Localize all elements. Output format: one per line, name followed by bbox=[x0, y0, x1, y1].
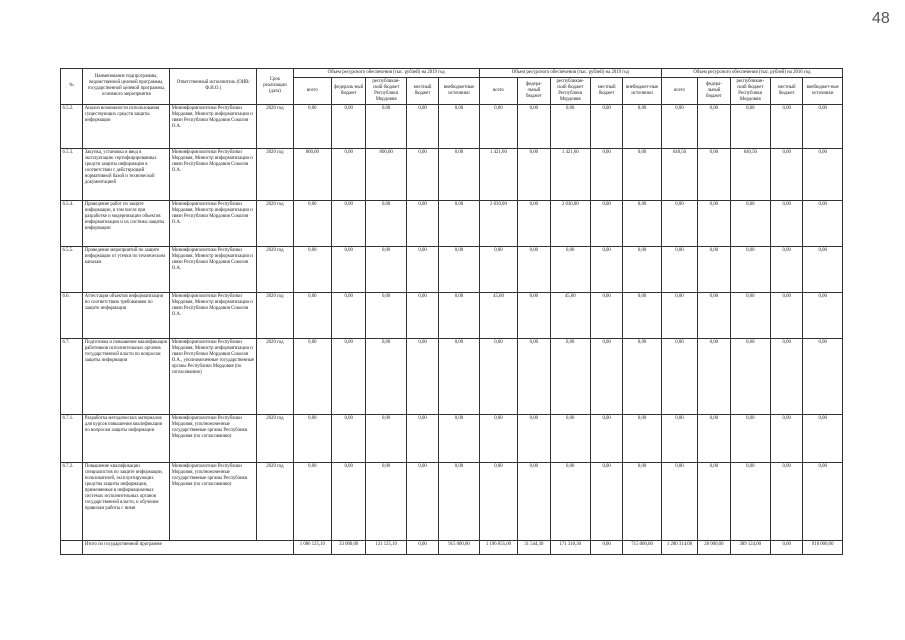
row-value: 0,00 bbox=[439, 148, 480, 200]
row-value: 0,00 bbox=[661, 338, 697, 414]
row-executor: Мининформполитики Республики Мордовия, Министр информатизации и связи Республики Мордовия Соколов О.А. bbox=[170, 148, 257, 200]
row-number: 6.7.1. bbox=[61, 414, 83, 462]
row-value: 0,00 bbox=[518, 462, 550, 540]
row-value: 0,00 bbox=[590, 200, 622, 246]
row-value: 0,00 bbox=[406, 148, 438, 200]
row-value: 0,00 bbox=[698, 200, 730, 246]
total-value: 31 544,30 bbox=[518, 540, 550, 554]
table-row bbox=[61, 292, 843, 338]
total-value: 915 000,00 bbox=[439, 540, 480, 554]
row-value: 0,00 bbox=[771, 292, 803, 338]
row-value: 0,00 bbox=[518, 104, 550, 148]
row-term: 2020 год bbox=[257, 200, 293, 246]
row-executor: Мининформполитики Республики Мордовия, Министр информатизации и связи Республики Мордовия Соколов О.А. bbox=[170, 104, 257, 148]
row-value: 0,00 bbox=[550, 338, 590, 414]
row-value: 0,00 bbox=[661, 414, 697, 462]
row-value: 0,00 bbox=[439, 462, 480, 540]
row-value: 0,00 bbox=[803, 200, 843, 246]
total-value: 1 196 855,00 bbox=[479, 540, 517, 554]
row-value: 0,00 bbox=[518, 200, 550, 246]
row-executor: Мининформполитики Республики Мордовия, уполномоченные государственные органы Республики Мордовия (по согласованию) bbox=[170, 414, 257, 462]
row-value: 0,00 bbox=[803, 338, 843, 414]
row-value: 0,00 bbox=[623, 414, 661, 462]
row-value: 0,00 bbox=[698, 148, 730, 200]
row-name: Анализ возможности использования существующих средств защиты информации bbox=[83, 104, 170, 148]
subheader: федера-льный бюджет bbox=[518, 77, 550, 104]
row-value: 0,00 bbox=[332, 292, 366, 338]
row-term: 2020 год bbox=[257, 148, 293, 200]
row-value: 0,00 bbox=[332, 104, 366, 148]
row-value: 0,00 bbox=[439, 104, 480, 148]
row-value: 0,00 bbox=[332, 148, 366, 200]
row-value: 0,00 bbox=[406, 292, 438, 338]
row-value: 0,00 bbox=[803, 104, 843, 148]
row-value: 0,00 bbox=[406, 338, 438, 414]
table-row bbox=[61, 104, 843, 148]
header-group-2019: Объем ресурсного обеспечения (тыс. рублей) на 2019 год bbox=[293, 69, 479, 78]
row-number: 6.7. bbox=[61, 338, 83, 414]
row-term: 2020 год bbox=[257, 104, 293, 148]
row-number: 6.5.5. bbox=[61, 246, 83, 292]
row-value: 45,00 bbox=[550, 292, 590, 338]
subheader: внебюджет-ные источники bbox=[803, 77, 843, 104]
row-value: 0,00 bbox=[771, 246, 803, 292]
row-value: 0,00 bbox=[332, 414, 366, 462]
row-value: 0,00 bbox=[550, 462, 590, 540]
row-value: 0,00 bbox=[406, 414, 438, 462]
row-value: 0,00 bbox=[590, 414, 622, 462]
row-value: 0,00 bbox=[518, 292, 550, 338]
resource-table bbox=[60, 68, 843, 555]
row-name: Подготовка и повышение квалификации работников исполнительных органов государственной власти по вопросам защиты информации bbox=[83, 338, 170, 414]
row-value: 0,00 bbox=[479, 414, 517, 462]
table-row bbox=[61, 462, 843, 540]
total-value: 1 280 314,00 bbox=[661, 540, 697, 554]
row-value: 800,00 bbox=[293, 148, 331, 200]
subheader: всего bbox=[293, 77, 331, 104]
row-value: 0,00 bbox=[661, 246, 697, 292]
row-value: 0,00 bbox=[623, 104, 661, 148]
row-value: 2 030,00 bbox=[479, 200, 517, 246]
row-number: 6.6. bbox=[61, 292, 83, 338]
row-value: 0,00 bbox=[293, 338, 331, 414]
row-value: 0,00 bbox=[803, 292, 843, 338]
row-value: 45,00 bbox=[479, 292, 517, 338]
row-executor: Мининформполитики Республики Мордовия, уполномоченные государственные органы Республики Мордовия (по согласованию) bbox=[170, 462, 257, 540]
subheader: республикан-ский бюджет Республики Мордовия bbox=[366, 77, 406, 104]
row-value: 0,00 bbox=[366, 104, 406, 148]
row-value: 0,00 bbox=[771, 148, 803, 200]
row-value: 0,00 bbox=[590, 104, 622, 148]
total-value: 0,00 bbox=[590, 540, 622, 554]
row-value: 0,00 bbox=[623, 200, 661, 246]
header-group-2021: Объем ресурсного обеспечения (тыс. рублей) на 2016 год bbox=[661, 69, 842, 78]
row-value: 0,00 bbox=[771, 338, 803, 414]
row-value: 0,00 bbox=[771, 414, 803, 462]
row-value: 0,00 bbox=[550, 104, 590, 148]
row-value: 0,00 bbox=[439, 338, 480, 414]
row-value: 0,00 bbox=[590, 246, 622, 292]
subheader: местный бюджет bbox=[590, 77, 622, 104]
header-name: Наименование подпрограммы, ведомственной целевой программы, государственной целевой программы, основного мероприятия bbox=[83, 69, 170, 105]
subheader: всего bbox=[661, 77, 697, 104]
row-value: 0,00 bbox=[293, 246, 331, 292]
row-value: 0,00 bbox=[623, 338, 661, 414]
subheader: федера-льный бюджет bbox=[698, 77, 730, 104]
row-value: 0,00 bbox=[406, 462, 438, 540]
row-term: 2020 год bbox=[257, 246, 293, 292]
row-value: 0,00 bbox=[623, 462, 661, 540]
row-value: 0,00 bbox=[366, 292, 406, 338]
row-value: 800,00 bbox=[366, 148, 406, 200]
row-term: 2020 год bbox=[257, 338, 293, 414]
row-value: 0,00 bbox=[406, 200, 438, 246]
row-value: 0,00 bbox=[698, 104, 730, 148]
row-value: 0,00 bbox=[550, 246, 590, 292]
subheader: всего bbox=[479, 77, 517, 104]
row-value: 0,00 bbox=[479, 338, 517, 414]
row-value: 0,00 bbox=[698, 462, 730, 540]
total-value: 28 000,00 bbox=[698, 540, 730, 554]
row-value: 0,00 bbox=[293, 200, 331, 246]
row-value: 0,00 bbox=[406, 104, 438, 148]
row-value: 0,00 bbox=[590, 292, 622, 338]
row-executor: Мининформполитики Республики Мордовия, Министр информатизации и связи Республики Мордовия Соколов О.А. bbox=[170, 292, 257, 338]
row-value: 0,00 bbox=[730, 414, 770, 462]
row-name: Разработка методических материалов для курсов повышения квалификации по вопросам защиты информации bbox=[83, 414, 170, 462]
total-value: 910 000,00 bbox=[803, 540, 843, 554]
row-value: 0,00 bbox=[803, 414, 843, 462]
row-value: 0,00 bbox=[406, 246, 438, 292]
total-value: 715 000,00 bbox=[623, 540, 661, 554]
total-value: 131 125,10 bbox=[366, 540, 406, 554]
row-value: 0,00 bbox=[293, 292, 331, 338]
row-value: 0,00 bbox=[518, 338, 550, 414]
table-row bbox=[61, 246, 843, 292]
row-value: 0,00 bbox=[366, 338, 406, 414]
row-value: 0,00 bbox=[661, 292, 697, 338]
row-name: Аттестация объектов информатизации по соответствию требованиям по защите информации bbox=[83, 292, 170, 338]
table-row bbox=[61, 338, 843, 414]
row-value: 0,00 bbox=[730, 104, 770, 148]
row-value: 0,00 bbox=[366, 200, 406, 246]
header-term: Срок реализации (дата) bbox=[257, 69, 293, 105]
row-name: Повышение квалификации специалистов по защите информации, пользователей, эксплуатирующих средства защиты информации, применяемые в информационных системах исполнительных органов государственной власти, и обучение правилам работы с ними bbox=[83, 462, 170, 540]
subheader: внебюджетные источники bbox=[439, 77, 480, 104]
subheader: местный бюджет bbox=[406, 77, 438, 104]
row-value: 0,00 bbox=[661, 462, 697, 540]
row-value: 0,00 bbox=[661, 200, 697, 246]
row-value: 0,00 bbox=[730, 246, 770, 292]
row-value: 0,00 bbox=[771, 104, 803, 148]
row-value: 0,00 bbox=[293, 104, 331, 148]
row-value: 0,00 bbox=[332, 338, 366, 414]
row-number: 6.5.3. bbox=[61, 148, 83, 200]
page-number: 48 bbox=[872, 10, 890, 27]
row-value: 0,00 bbox=[803, 148, 843, 200]
row-value: 0,00 bbox=[771, 462, 803, 540]
header-number: № bbox=[61, 69, 83, 105]
row-value: 0,00 bbox=[518, 414, 550, 462]
row-value: 0,00 bbox=[518, 148, 550, 200]
subheader: республикан-ский бюджет Республики Мордовия bbox=[550, 77, 590, 104]
row-value: 0,00 bbox=[730, 462, 770, 540]
row-value: 1 421,60 bbox=[479, 148, 517, 200]
row-name: Проведение мероприятий по защите информации от утечки по техническим каналам bbox=[83, 246, 170, 292]
row-value: 0,00 bbox=[623, 292, 661, 338]
total-value: 0,00 bbox=[406, 540, 438, 554]
row-value: 640,50 bbox=[661, 148, 697, 200]
row-term: 2020 год bbox=[257, 462, 293, 540]
row-value: 0,00 bbox=[730, 338, 770, 414]
row-value: 0,00 bbox=[590, 148, 622, 200]
row-value: 0,00 bbox=[803, 462, 843, 540]
row-value: 0,00 bbox=[623, 148, 661, 200]
row-number: 6.5.2. bbox=[61, 104, 83, 148]
table-row bbox=[61, 414, 843, 462]
row-value: 0,00 bbox=[439, 200, 480, 246]
row-value: 0,00 bbox=[698, 414, 730, 462]
row-value: 0,00 bbox=[293, 462, 331, 540]
row-value: 0,00 bbox=[479, 246, 517, 292]
row-value: 0,00 bbox=[698, 246, 730, 292]
row-executor: Мининформполитики Республики Мордовия, Министр информатизации и связи Республики Мордовия Соколов О.А., уполномоченные государственные органы Республики Мордовия (по согласованию) bbox=[170, 338, 257, 414]
total-value: 389 124,00 bbox=[730, 540, 770, 554]
row-name: Закупка, установка и ввод в эксплуатацию сертифицированных средств защиты информации в соответствии с действующей нормативной базой и технической документацией bbox=[83, 148, 170, 200]
row-value: 0,00 bbox=[661, 104, 697, 148]
row-value: 0,00 bbox=[730, 200, 770, 246]
row-number: 6.5.4. bbox=[61, 200, 83, 246]
table-row bbox=[61, 200, 843, 246]
row-value: 0,00 bbox=[550, 414, 590, 462]
row-value: 0,00 bbox=[366, 246, 406, 292]
header-group-2020: Объем ресурсного обеспечения (тыс. рублей) на 2019 год bbox=[479, 69, 661, 78]
row-executor: Мининформполитики Республики Мордовия, Министр информатизации и связи Республики Мордовия Соколов О.А. bbox=[170, 246, 257, 292]
total-value: 171 310,30 bbox=[550, 540, 590, 554]
row-value: 0,00 bbox=[439, 414, 480, 462]
row-value: 0,00 bbox=[439, 292, 480, 338]
row-value: 0,00 bbox=[332, 200, 366, 246]
row-value: 0,00 bbox=[479, 462, 517, 540]
row-value: 0,00 bbox=[366, 414, 406, 462]
row-executor: Мининформполитики Республики Мордовия, Министр информатизации и связи Республики Мордовия Соколов О.А. bbox=[170, 200, 257, 246]
subheader: республикан-ский бюджет Республики Мордовия bbox=[730, 77, 770, 104]
row-value: 1 421,60 bbox=[550, 148, 590, 200]
row-value: 0,00 bbox=[590, 462, 622, 540]
row-value: 0,00 bbox=[439, 246, 480, 292]
row-value: 0,00 bbox=[698, 338, 730, 414]
row-value: 2 030,00 bbox=[550, 200, 590, 246]
row-term: 2020 год bbox=[257, 292, 293, 338]
row-value: 0,00 bbox=[590, 338, 622, 414]
row-value: 0,00 bbox=[803, 246, 843, 292]
subheader: внебюджет-ные источники bbox=[623, 77, 661, 104]
total-row bbox=[61, 540, 843, 554]
row-value: 0,00 bbox=[518, 246, 550, 292]
row-value: 0,00 bbox=[332, 462, 366, 540]
total-value: 33 000,00 bbox=[332, 540, 366, 554]
row-term: 2020 год bbox=[257, 414, 293, 462]
row-value: 0,00 bbox=[332, 246, 366, 292]
row-value: 0,00 bbox=[771, 200, 803, 246]
row-number: 6.7.2. bbox=[61, 462, 83, 540]
subheader: федераль-ный бюджет bbox=[332, 77, 366, 104]
row-value: 0,00 bbox=[730, 292, 770, 338]
total-value: 0,00 bbox=[771, 540, 803, 554]
row-value: 0,00 bbox=[623, 246, 661, 292]
header-executor: Ответственный исполнитель (ОИВ/Ф.И.О.) bbox=[170, 69, 257, 105]
row-value: 0,00 bbox=[366, 462, 406, 540]
row-value: 640,50 bbox=[730, 148, 770, 200]
row-value: 0,00 bbox=[293, 414, 331, 462]
table-row bbox=[61, 148, 843, 200]
total-label: Итого по государственной программе bbox=[83, 540, 293, 554]
row-value: 0,00 bbox=[479, 104, 517, 148]
subheader: местный бюджет bbox=[771, 77, 803, 104]
row-value: 0,00 bbox=[698, 292, 730, 338]
total-value: 1 086 125,10 bbox=[293, 540, 331, 554]
row-name: Проведение работ по защите информации, в том числе при разработке и модернизации объектов информатизации и их системы защиты информации bbox=[83, 200, 170, 246]
